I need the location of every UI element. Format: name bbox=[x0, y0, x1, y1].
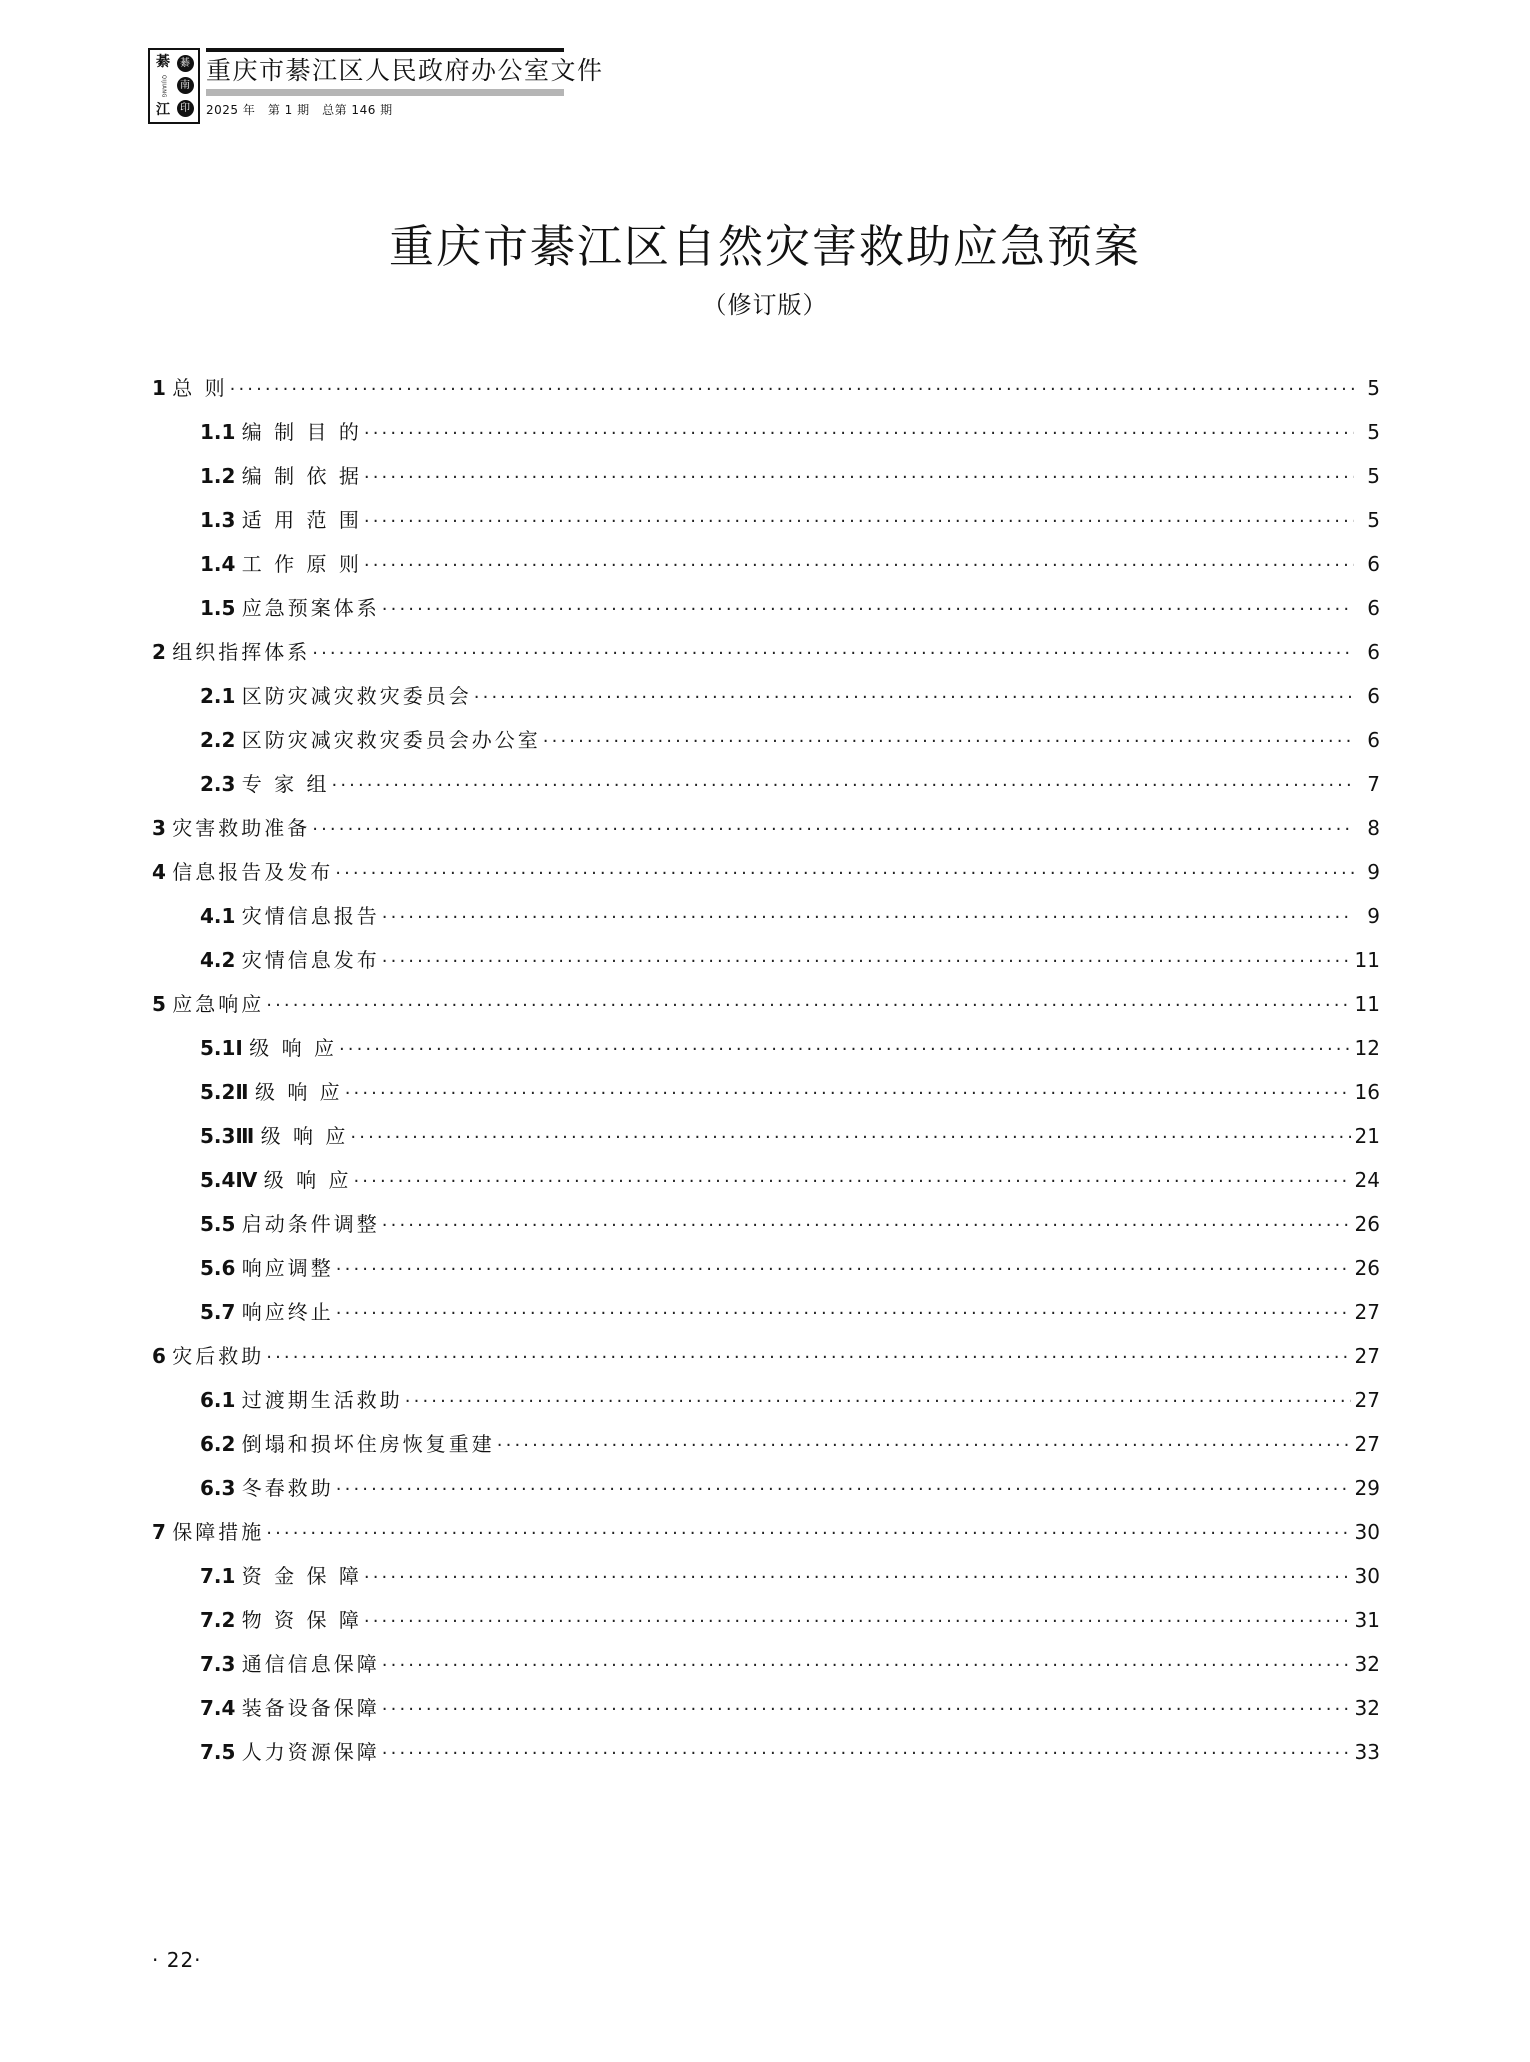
toc-entry-text: 区防灾减灾救灾委员会办公室 bbox=[241, 728, 541, 752]
toc-entry-label bbox=[200, 460, 362, 489]
toc-entry-text: 冬春救助 bbox=[241, 1476, 334, 1500]
toc-entry-page-number: 30 bbox=[1354, 1520, 1380, 1544]
seal-char-qi: 綦 bbox=[156, 53, 170, 70]
seal-dot-1: 綦 bbox=[177, 55, 194, 72]
toc-entry-number: 1.2 bbox=[200, 464, 236, 488]
toc-entry-label bbox=[152, 1340, 264, 1369]
toc-entry-label bbox=[200, 416, 362, 445]
toc-entry-page-number: 7 bbox=[1367, 772, 1380, 796]
toc-dot-leader bbox=[364, 507, 1354, 527]
toc-entry[interactable] bbox=[152, 504, 1380, 548]
toc-dot-leader bbox=[332, 771, 1354, 791]
toc-entry-text: 过渡期生活救助 bbox=[241, 1388, 403, 1412]
toc-entry-number: 4 bbox=[152, 860, 166, 884]
toc-entry-text: 灾害救助准备 bbox=[172, 816, 311, 840]
toc-entry-number: 6.3 bbox=[200, 1476, 236, 1500]
toc-entry[interactable] bbox=[152, 1516, 1380, 1560]
toc-entry[interactable] bbox=[152, 1296, 1380, 1340]
toc-dot-leader bbox=[336, 1299, 1351, 1319]
masthead-rule-middle bbox=[206, 89, 564, 96]
masthead-title: 重庆市綦江区人民政府办公室文件 bbox=[206, 56, 604, 85]
toc-entry-number: 7.3 bbox=[200, 1652, 236, 1676]
toc-entry-number: 6.2 bbox=[200, 1432, 236, 1456]
toc-entry-text: 保障措施 bbox=[172, 1520, 265, 1544]
toc-dot-leader bbox=[312, 815, 1354, 835]
page-subtitle: （修订版） bbox=[702, 291, 828, 319]
toc-entry[interactable] bbox=[152, 1472, 1380, 1516]
toc-entry-number: 3 bbox=[152, 816, 166, 840]
toc-entry-number: 5.2Ⅱ bbox=[200, 1080, 249, 1104]
toc-entry[interactable] bbox=[152, 1428, 1380, 1472]
qijiang-seal-emblem bbox=[148, 48, 200, 124]
toc-entry-text: 资 金 保 障 bbox=[241, 1564, 362, 1588]
toc-entry-page-number: 24 bbox=[1354, 1168, 1380, 1192]
toc-entry[interactable] bbox=[152, 592, 1380, 636]
toc-entry-label bbox=[200, 1252, 334, 1281]
toc-entry-text: 响应终止 bbox=[241, 1300, 334, 1324]
toc-entry-number: 6 bbox=[152, 1344, 166, 1368]
toc-entry-label bbox=[200, 1560, 362, 1589]
toc-entry-page-number: 32 bbox=[1354, 1652, 1380, 1676]
toc-entry-number: 2.2 bbox=[200, 728, 236, 752]
toc-entry-label bbox=[200, 1428, 495, 1457]
toc-entry-text: 装备设备保障 bbox=[241, 1696, 380, 1720]
toc-entry[interactable] bbox=[152, 548, 1380, 592]
toc-dot-leader bbox=[382, 1651, 1351, 1671]
toc-dot-leader bbox=[364, 463, 1354, 483]
toc-entry[interactable] bbox=[152, 372, 1380, 416]
toc-entry-page-number: 27 bbox=[1354, 1344, 1380, 1368]
toc-entry-page-number: 30 bbox=[1354, 1564, 1380, 1588]
toc-entry-number: 5.3Ⅲ bbox=[200, 1124, 255, 1148]
toc-entry-page-number: 6 bbox=[1367, 684, 1380, 708]
toc-entry-label bbox=[200, 548, 362, 577]
toc-entry-page-number: 16 bbox=[1354, 1080, 1380, 1104]
toc-entry[interactable] bbox=[152, 724, 1380, 768]
toc-entry-number: 5.5 bbox=[200, 1212, 236, 1236]
toc-entry[interactable] bbox=[152, 1384, 1380, 1428]
toc-entry-label bbox=[200, 1032, 337, 1061]
toc-entry-page-number: 26 bbox=[1354, 1212, 1380, 1236]
toc-dot-leader bbox=[382, 947, 1351, 967]
toc-entry-label bbox=[200, 1208, 380, 1237]
toc-entry-text: 灾情信息发布 bbox=[241, 948, 380, 972]
toc-entry-number: 5.1Ⅰ bbox=[200, 1036, 243, 1060]
toc-entry[interactable] bbox=[152, 1032, 1380, 1076]
seal-char-jiang: 江 bbox=[156, 102, 170, 119]
toc-dot-leader bbox=[266, 1343, 1350, 1363]
toc-entry[interactable] bbox=[152, 944, 1380, 988]
toc-dot-leader bbox=[364, 1607, 1351, 1627]
toc-entry[interactable] bbox=[152, 680, 1380, 724]
toc-dot-leader bbox=[312, 639, 1354, 659]
toc-entry[interactable] bbox=[152, 812, 1380, 856]
toc-entry-text: 工 作 原 则 bbox=[241, 552, 362, 576]
toc-entry-number: 1 bbox=[152, 376, 166, 400]
toc-entry-text: 启动条件调整 bbox=[241, 1212, 380, 1236]
toc-entry-page-number: 12 bbox=[1354, 1036, 1380, 1060]
toc-entry[interactable] bbox=[152, 988, 1380, 1032]
toc-entry-page-number: 27 bbox=[1354, 1300, 1380, 1324]
toc-entry-page-number: 33 bbox=[1354, 1740, 1380, 1764]
toc-entry-number: 4.1 bbox=[200, 904, 236, 928]
toc-entry-text: 人力资源保障 bbox=[241, 1740, 380, 1764]
toc-entry-text: 专 家 组 bbox=[241, 772, 330, 796]
table-of-contents bbox=[152, 372, 1380, 1780]
toc-entry-page-number: 27 bbox=[1354, 1388, 1380, 1412]
toc-entry-label bbox=[200, 592, 380, 621]
toc-entry-label bbox=[152, 856, 333, 885]
seal-left-column bbox=[152, 52, 174, 120]
toc-dot-leader bbox=[364, 551, 1354, 571]
toc-dot-leader bbox=[382, 595, 1354, 615]
toc-entry-text: 级 响 应 bbox=[254, 1080, 343, 1104]
toc-entry-text: 灾后救助 bbox=[172, 1344, 265, 1368]
toc-dot-leader bbox=[382, 1211, 1351, 1231]
toc-entry-number: 2 bbox=[152, 640, 166, 664]
toc-entry[interactable] bbox=[152, 1076, 1380, 1120]
toc-dot-leader bbox=[335, 859, 1354, 879]
toc-entry-number: 4.2 bbox=[200, 948, 236, 972]
toc-dot-leader bbox=[382, 1695, 1351, 1715]
toc-dot-leader bbox=[353, 1167, 1350, 1187]
toc-dot-leader bbox=[230, 375, 1354, 395]
toc-entry-page-number: 9 bbox=[1367, 904, 1380, 928]
toc-entry-label bbox=[200, 944, 380, 973]
toc-entry-number: 7.5 bbox=[200, 1740, 236, 1764]
toc-entry-page-number: 6 bbox=[1367, 596, 1380, 620]
toc-entry-label bbox=[152, 1516, 264, 1545]
seal-dot-2: 南 bbox=[177, 77, 194, 94]
toc-dot-leader bbox=[474, 683, 1354, 703]
toc-entry[interactable] bbox=[152, 1648, 1380, 1692]
toc-entry[interactable] bbox=[152, 1208, 1380, 1252]
masthead bbox=[148, 48, 604, 124]
toc-entry-label bbox=[200, 680, 472, 709]
toc-entry-text: 通信信息保障 bbox=[241, 1652, 380, 1676]
toc-entry-label bbox=[200, 724, 541, 753]
toc-entry-label bbox=[200, 1164, 351, 1193]
toc-entry-page-number: 5 bbox=[1367, 464, 1380, 488]
toc-entry-text: 应急预案体系 bbox=[241, 596, 380, 620]
toc-entry-text: 信息报告及发布 bbox=[172, 860, 334, 884]
toc-entry-label bbox=[200, 768, 330, 797]
toc-entry[interactable] bbox=[152, 460, 1380, 504]
toc-entry-text: 级 响 应 bbox=[249, 1036, 337, 1060]
toc-entry-text: 应急响应 bbox=[172, 992, 265, 1016]
toc-entry-label bbox=[152, 372, 228, 401]
toc-entry-text: 级 响 应 bbox=[263, 1168, 352, 1192]
toc-entry-label bbox=[200, 1076, 343, 1105]
toc-entry[interactable] bbox=[152, 1120, 1380, 1164]
toc-entry-text: 级 响 应 bbox=[260, 1124, 349, 1148]
toc-dot-leader bbox=[266, 1519, 1350, 1539]
toc-entry-number: 7.1 bbox=[200, 1564, 236, 1588]
toc-entry-number: 7 bbox=[152, 1520, 166, 1544]
page-title: 重庆市綦江区自然灾害救助应急预案 bbox=[388, 220, 1141, 273]
toc-entry-label bbox=[200, 1472, 334, 1501]
toc-entry-page-number: 26 bbox=[1354, 1256, 1380, 1280]
toc-entry-text: 组织指挥体系 bbox=[172, 640, 311, 664]
toc-entry-page-number: 8 bbox=[1367, 816, 1380, 840]
toc-entry-label bbox=[200, 1384, 403, 1413]
toc-entry-number: 5.7 bbox=[200, 1300, 236, 1324]
toc-dot-leader bbox=[543, 727, 1354, 747]
toc-entry-number: 7.2 bbox=[200, 1608, 236, 1632]
toc-entry[interactable] bbox=[152, 1252, 1380, 1296]
toc-entry[interactable] bbox=[152, 768, 1380, 812]
toc-entry-number: 5.4Ⅳ bbox=[200, 1168, 258, 1192]
seal-right-column bbox=[174, 52, 196, 120]
toc-entry-number: 2.1 bbox=[200, 684, 236, 708]
toc-entry[interactable] bbox=[152, 1164, 1380, 1208]
toc-entry[interactable] bbox=[152, 636, 1380, 680]
toc-entry-label bbox=[200, 1648, 380, 1677]
toc-entry-number: 7.4 bbox=[200, 1696, 236, 1720]
toc-entry-label bbox=[200, 504, 362, 533]
toc-entry-label bbox=[152, 988, 264, 1017]
toc-entry-text: 倒塌和损坏住房恢复重建 bbox=[241, 1432, 495, 1456]
toc-entry[interactable] bbox=[152, 1604, 1380, 1648]
toc-entry-number: 1.5 bbox=[200, 596, 236, 620]
toc-entry-text: 适 用 范 围 bbox=[241, 508, 362, 532]
toc-entry-page-number: 31 bbox=[1354, 1608, 1380, 1632]
toc-entry-page-number: 21 bbox=[1354, 1124, 1380, 1148]
masthead-body bbox=[206, 48, 604, 124]
toc-entry[interactable] bbox=[152, 416, 1380, 460]
toc-entry-page-number: 5 bbox=[1367, 376, 1380, 400]
toc-entry-page-number: 5 bbox=[1367, 508, 1380, 532]
toc-dot-leader bbox=[497, 1431, 1351, 1451]
toc-entry-text: 响应调整 bbox=[241, 1256, 334, 1280]
toc-entry-label bbox=[200, 1692, 380, 1721]
toc-entry-page-number: 6 bbox=[1367, 552, 1380, 576]
toc-entry-label bbox=[200, 1736, 380, 1765]
toc-entry-text: 物 资 保 障 bbox=[241, 1608, 362, 1632]
toc-dot-leader bbox=[382, 1739, 1351, 1759]
toc-entry-text: 编 制 目 的 bbox=[241, 420, 362, 444]
toc-entry-label bbox=[200, 1296, 334, 1325]
toc-entry[interactable] bbox=[152, 856, 1380, 900]
toc-entry-page-number: 5 bbox=[1367, 420, 1380, 444]
toc-dot-leader bbox=[382, 903, 1354, 923]
toc-entry-page-number: 11 bbox=[1354, 992, 1380, 1016]
toc-entry-text: 编 制 依 据 bbox=[241, 464, 362, 488]
toc-entry-text: 总 则 bbox=[172, 376, 228, 400]
toc-entry-page-number: 6 bbox=[1367, 728, 1380, 752]
toc-entry-number: 6.1 bbox=[200, 1388, 236, 1412]
masthead-issue-line: 2025 年 第 1 期 总第 146 期 bbox=[206, 103, 393, 117]
toc-entry-page-number: 29 bbox=[1354, 1476, 1380, 1500]
toc-entry-label bbox=[152, 636, 310, 665]
toc-dot-leader bbox=[336, 1475, 1351, 1495]
toc-entry-page-number: 32 bbox=[1354, 1696, 1380, 1720]
toc-entry-label bbox=[200, 900, 380, 929]
toc-entry-page-number: 9 bbox=[1367, 860, 1380, 884]
toc-entry[interactable] bbox=[152, 1560, 1380, 1604]
toc-entry-number: 1.3 bbox=[200, 508, 236, 532]
toc-entry-number: 5.6 bbox=[200, 1256, 236, 1280]
toc-entry-number: 5 bbox=[152, 992, 166, 1016]
toc-entry-page-number: 27 bbox=[1354, 1432, 1380, 1456]
seal-pinyin: QIJIANG bbox=[160, 74, 167, 98]
toc-entry-label bbox=[200, 1120, 348, 1149]
toc-dot-leader bbox=[364, 419, 1354, 439]
toc-dot-leader bbox=[350, 1123, 1350, 1143]
toc-dot-leader bbox=[336, 1255, 1351, 1275]
toc-dot-leader bbox=[364, 1563, 1351, 1583]
toc-entry-page-number: 11 bbox=[1354, 948, 1380, 972]
toc-entry[interactable] bbox=[152, 1692, 1380, 1736]
toc-dot-leader bbox=[266, 991, 1350, 1011]
toc-entry-page-number: 6 bbox=[1367, 640, 1380, 664]
toc-entry[interactable] bbox=[152, 900, 1380, 944]
toc-entry[interactable] bbox=[152, 1736, 1380, 1780]
toc-dot-leader bbox=[339, 1035, 1351, 1055]
toc-entry-number: 1.4 bbox=[200, 552, 236, 576]
toc-entry-label bbox=[152, 812, 310, 841]
toc-entry-text: 灾情信息报告 bbox=[241, 904, 380, 928]
toc-entry-number: 1.1 bbox=[200, 420, 236, 444]
toc-entry-number: 2.3 bbox=[200, 772, 236, 796]
toc-dot-leader bbox=[405, 1387, 1351, 1407]
page-footer-number: · 22· bbox=[152, 1948, 202, 1972]
toc-entry-label bbox=[200, 1604, 362, 1633]
seal-dot-3: 印 bbox=[177, 100, 194, 117]
toc-entry-text: 区防灾减灾救灾委员会 bbox=[241, 684, 472, 708]
toc-dot-leader bbox=[345, 1079, 1351, 1099]
toc-entry[interactable] bbox=[152, 1340, 1380, 1384]
